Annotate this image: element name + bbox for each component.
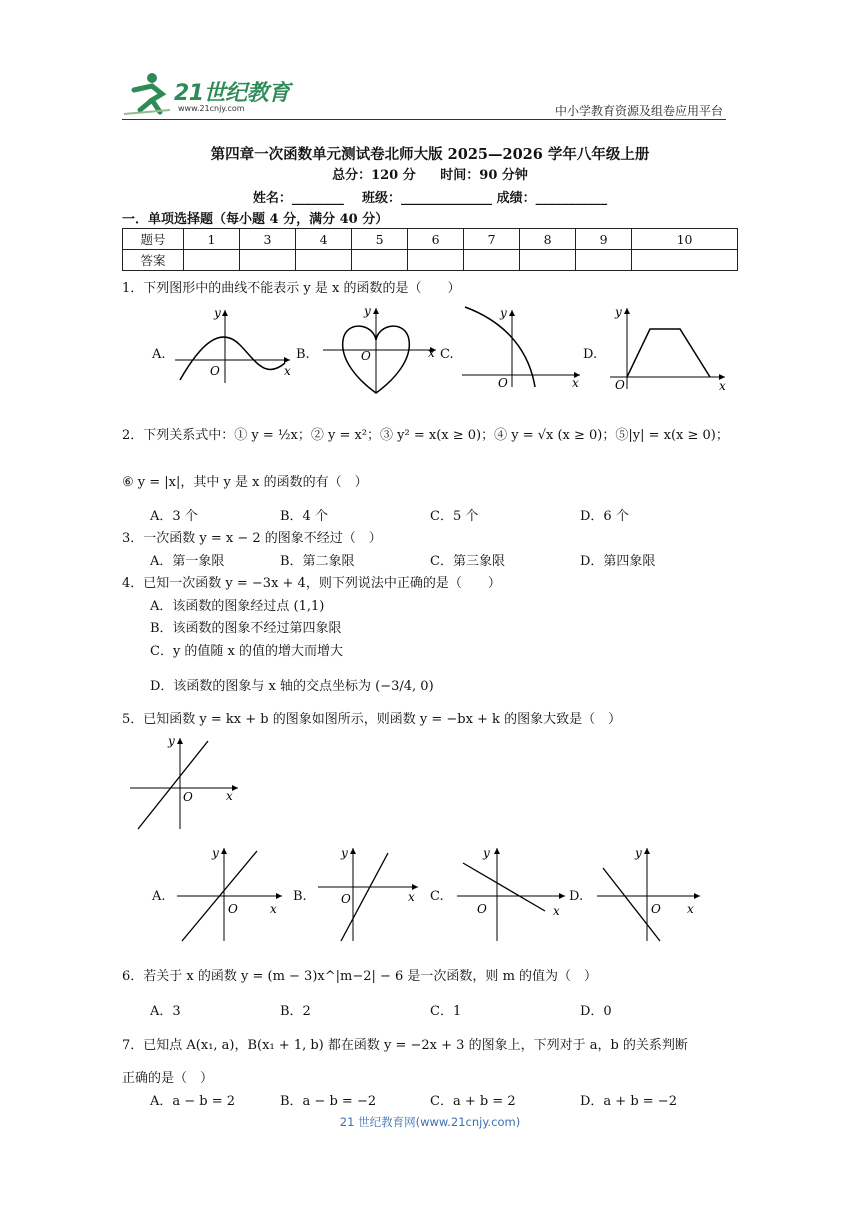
axis-label-y: y — [341, 846, 348, 860]
site-logo — [122, 70, 292, 120]
axis-label-x: x — [408, 890, 415, 904]
exam-time: 时间：90 分钟 — [440, 168, 528, 183]
axis-label-x: x — [226, 789, 233, 803]
axis-label-y: y — [500, 306, 507, 320]
footer-link[interactable]: 21 世纪教育网(www.21cnjy.com) — [339, 1115, 521, 1129]
q3-option-a: A．第一象限 — [150, 554, 225, 569]
student-info — [0, 187, 860, 206]
total-score: 总分：120 分 — [332, 168, 416, 183]
question-4: 4．已知一次函数 y = −3x + 4，则下列说法中正确的是（ ） — [122, 576, 501, 591]
axis-label-y: y — [615, 305, 622, 319]
q5-graph-d — [595, 843, 705, 943]
q3-option-d: D．第四象限 — [580, 554, 656, 569]
q1-option-b: B. — [296, 347, 310, 362]
q4-option-c: C．y 的值随 x 的值的增大而增大 — [150, 644, 344, 659]
q6-option-a: A．3 — [150, 1004, 181, 1019]
origin-label: O — [228, 902, 238, 916]
answer-cell[interactable] — [464, 250, 520, 271]
answer-cell[interactable] — [408, 250, 464, 271]
q4-option-b: B．该函数的图象不经过第四象限 — [150, 621, 342, 636]
q3-option-c: C．第三象限 — [430, 554, 505, 569]
question-6: 6．若关于 x 的函数 y = (m − 3)x^|m−2| − 6 是一次函数，则 m 的值为（ ） — [122, 969, 598, 984]
q2-option-a: A．3 个 — [150, 509, 198, 524]
answer-cell[interactable] — [576, 250, 632, 271]
q4-option-d: D．该函数的图象与 x 轴的交点坐标为 (−3/4, 0) — [150, 679, 434, 694]
exam-meta — [0, 164, 860, 183]
question-1: 1．下列图形中的曲线不能表示 y 是 x 的函数的是（ ） — [122, 281, 461, 296]
class-field: 班级：______________ — [362, 191, 493, 206]
axis-label-y: y — [214, 306, 221, 320]
table-cell: 4 — [296, 229, 352, 250]
axis-label-y: y — [168, 734, 175, 748]
name-field: 姓名：________ — [252, 191, 344, 206]
origin-label: O — [615, 378, 625, 392]
table-cell: 9 — [576, 229, 632, 250]
header-divider — [122, 119, 726, 120]
score-field: 成绩：___________ — [496, 191, 608, 206]
axis-label-y: y — [483, 846, 490, 860]
q1-graph-c — [460, 305, 585, 390]
q1-graph-b — [318, 305, 443, 395]
axis-label-x: x — [719, 379, 726, 393]
table-cell: 6 — [408, 229, 464, 250]
table-header-cell: 题号 — [123, 229, 184, 250]
table-row — [123, 229, 738, 250]
answer-cell[interactable] — [184, 250, 240, 271]
axis-label-x: x — [428, 346, 435, 360]
runner-logo-icon — [122, 70, 174, 116]
section-heading: 一．单项选择题（每小题 4 分，满分 40 分） — [122, 212, 389, 227]
table-cell: 7 — [464, 229, 520, 250]
answer-table — [122, 228, 738, 271]
q2-option-d: D．6 个 — [580, 509, 629, 524]
logo-text: 21世纪教育 — [174, 81, 290, 106]
table-cell: 3 — [240, 229, 296, 250]
table-row — [123, 250, 738, 271]
answer-cell[interactable] — [352, 250, 408, 271]
q1-option-d: D. — [583, 347, 598, 362]
table-cell: 8 — [520, 229, 576, 250]
q1-option-c: C. — [440, 347, 454, 362]
page-title: 第四章一次函数单元测试卷北师大版 2025—2026 学年八年级上册 — [210, 146, 650, 163]
axis-label-x: x — [572, 376, 579, 390]
question-7-line1: 7．已知点 A(x₁, a)，B(x₁ + 1, b) 都在函数 y = −2x + 3 的图象上，下列对于 a，b 的关系判断 — [122, 1038, 688, 1053]
answer-cell[interactable] — [520, 250, 576, 271]
origin-label: O — [498, 376, 508, 390]
q5-graph-b — [313, 843, 423, 943]
table-cell: 1 — [184, 229, 240, 250]
q7-option-b: B．a − b = −2 — [280, 1094, 377, 1109]
table-cell: 10 — [632, 229, 738, 250]
q5-option-c: C. — [430, 889, 444, 904]
origin-label: O — [210, 364, 220, 378]
axis-label-y: y — [212, 846, 219, 860]
question-2-line1: 2．下列关系式中：① y = ½x；② y = x²；③ y² = x(x ≥ 0)；④ y = √x (x ≥ 0)；⑤|y| = x(x ≥ 0)； — [122, 428, 729, 443]
q5-given-graph — [128, 733, 243, 833]
question-7-line2: 正确的是（ ） — [122, 1071, 214, 1086]
origin-label: O — [361, 349, 371, 363]
q1-graph-a — [170, 305, 300, 385]
answer-cell[interactable] — [296, 250, 352, 271]
origin-label: O — [183, 790, 193, 804]
axis-label-y: y — [364, 305, 371, 318]
question-5: 5．已知函数 y = kx + b 的图象如图所示，则函数 y = −bx + k 的图象大致是（ ） — [122, 712, 622, 727]
answer-cell[interactable] — [240, 250, 296, 271]
q1-graph-d — [605, 303, 730, 393]
axis-label-x: x — [284, 364, 291, 378]
q7-option-a: A．a − b = 2 — [150, 1094, 236, 1109]
q1-option-a: A. — [152, 347, 166, 362]
question-2-line2: ⑥ y = |x|，其中 y 是 x 的函数的有（ ） — [122, 475, 368, 490]
q7-option-d: D．a + b = −2 — [580, 1094, 677, 1109]
answer-cell[interactable] — [632, 250, 738, 271]
logo-url: www.21cnjy.com — [178, 104, 245, 113]
q6-option-b: B．2 — [280, 1004, 311, 1019]
q5-option-d: D. — [569, 889, 584, 904]
platform-tagline: 中小学教育资源及组卷应用平台 — [554, 104, 723, 118]
axis-label-x: x — [687, 902, 694, 916]
q5-option-a: A. — [152, 889, 166, 904]
q5-graph-c — [455, 843, 570, 943]
table-cell: 5 — [352, 229, 408, 250]
origin-label: O — [341, 892, 351, 906]
origin-label: O — [477, 902, 487, 916]
q2-option-b: B．4 个 — [280, 509, 328, 524]
table-header-cell: 答案 — [123, 250, 184, 271]
q5-option-b: B. — [293, 889, 307, 904]
question-3: 3．一次函数 y = x − 2 的图象不经过（ ） — [122, 531, 382, 546]
axis-label-x: x — [270, 902, 277, 916]
q5-graph-a — [172, 843, 287, 943]
q2-option-c: C．5 个 — [430, 509, 479, 524]
q4-option-a: A．该函数的图象经过点 (1,1) — [150, 599, 325, 614]
q6-option-d: D．0 — [580, 1004, 612, 1019]
axis-label-x: x — [553, 904, 560, 918]
q7-option-c: C．a + b = 2 — [430, 1094, 516, 1109]
axis-label-y: y — [635, 846, 642, 860]
q3-option-b: B．第二象限 — [280, 554, 355, 569]
origin-label: O — [651, 902, 661, 916]
q6-option-c: C．1 — [430, 1004, 462, 1019]
